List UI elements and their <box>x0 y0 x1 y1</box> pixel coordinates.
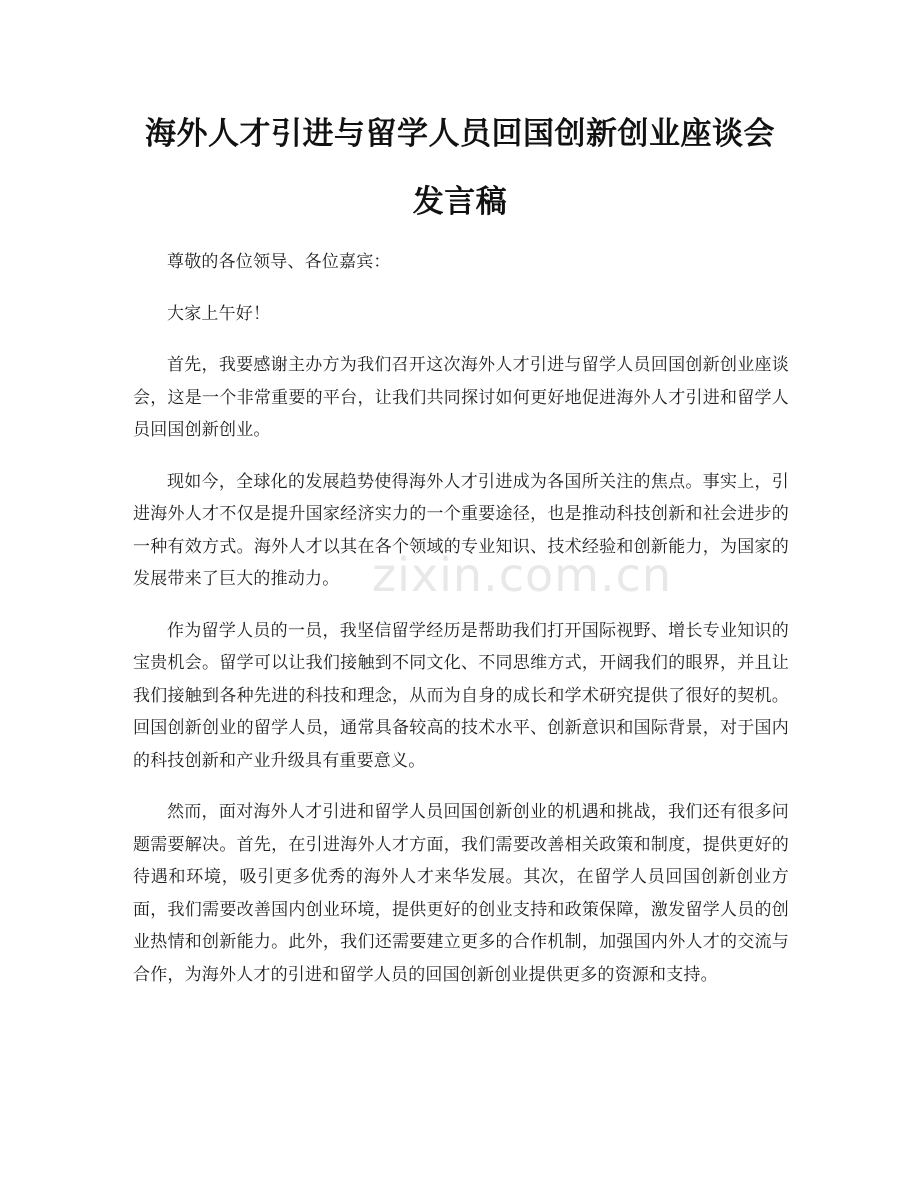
salutation-paragraph: 尊敬的各位领导、各位嘉宾： <box>167 252 391 272</box>
document-body <box>133 246 789 1010</box>
body-paragraph-4: 然而，面对海外人才引进和留学人员回国创新创业的机遇和挑战，我们还有很多问题需要解决。首先，在引进海外人才方面，我们需要改善相关政策和制度，提供更好的待遇和环境，吸引更多优秀的海外人才来华发展。其次，在留学人员回国创新创业方面，我们需要改善国内创业环境，提供更好的创业支持和政策保障，激发留学人员的创业热情和创新能力。此外，我们还需要建立更多的合作机制，加强国内外人才的交流与合作，为海外人才的引进和留学人员的回国创新创业提供更多的资源和支持。 <box>133 802 789 985</box>
document-title: 海外人才引进与留学人员回国创新创业座谈会发言稿 <box>145 116 775 220</box>
watermark-text: zixin.com.cn <box>372 548 673 602</box>
greeting-paragraph: 大家上午好！ <box>167 303 271 324</box>
body-paragraph-3: 作为留学人员的一员，我坚信留学经历是帮助我们打开国际视野、增长专业知识的宝贵机会。留学可以让我们接触到不同文化、不同思维方式，开阔我们的眼界，并且让我们接触到各种先进的科技和理念，从而为自身的成长和学术研究提供了很好的契机。回国创新创业的留学人员，通常具备较高的技术水平、创新意识和国际背景，对于国内的科技创新和产业升级具有重要意义。 <box>133 620 789 771</box>
body-paragraph-1: 首先，我要感谢主办方为我们召开这次海外人才引进与留学人员回国创新创业座谈会，这是一个非常重要的平台，让我们共同探讨如何更好地促进海外人才引进和留学人员回国创新创业。 <box>133 355 789 440</box>
body-paragraph-2: 现如今，全球化的发展趋势使得海外人才引进成为各国所关注的焦点。事实上，引进海外人才不仅是提升国家经济实力的一个重要途径，也是推动科技创新和社会进步的一种有效方式。海外人才以其在各个领域的专业知识、技术经验和创新能力，为国家的发展带来了巨大的推动力。 <box>133 471 789 589</box>
